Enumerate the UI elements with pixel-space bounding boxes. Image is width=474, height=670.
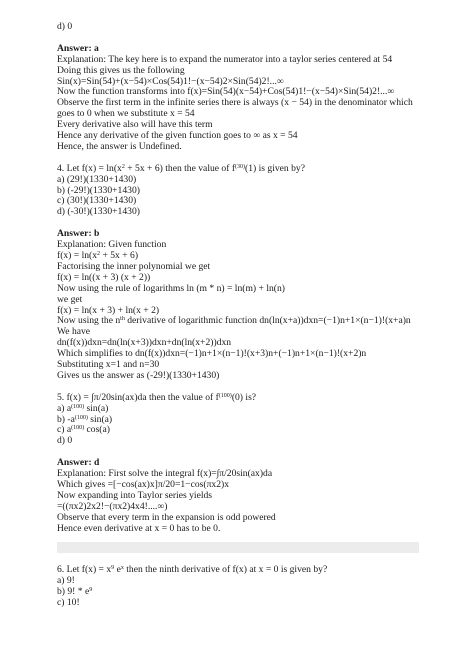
question-4	[57, 164, 467, 175]
a4-superscript: 2	[97, 250, 101, 257]
q6-text: b) 9! * e	[57, 586, 90, 597]
document-body	[57, 22, 467, 535]
q5-superscript: (100)	[71, 425, 85, 432]
q5-text: cos(a)	[84, 425, 110, 436]
q6-superscript: 9	[111, 565, 115, 571]
answer-4-line: Explanation: Given function	[57, 240, 167, 251]
answer-4-line: Which simplifies to dn(f(x))dxn=(−1)n+1×(n−1)!(x+3)n+(−1)n+1×(n−1)!(x+2)n	[57, 349, 367, 360]
answer-5-line: Which gives =[−cos(ax)x]π/20=1−cos(πx2)x	[57, 479, 229, 490]
answer-3-line: Sin(x)=Sin(54)+(x−54)×Cos(54)1!−(x−54)2×Sin(54)2!...∞	[57, 76, 284, 87]
q5-superscript: (100)	[71, 403, 85, 410]
answer-3-line: Explanation: The key here is to expand the numerator into a taylor series centered at 54	[57, 54, 393, 65]
q3-option-d: d) 0	[57, 22, 73, 32]
answer-4-line: f(x) = ln(x + 3) + ln(x + 2)	[57, 305, 160, 316]
q5-option-c	[57, 425, 467, 436]
document-body-continued	[57, 565, 467, 609]
answer-3-line: Hence, the answer is Undefined.	[57, 141, 182, 152]
q5-text: c) a	[57, 425, 72, 436]
answer-4-line: Factorising the inner polynomial we get	[57, 261, 211, 272]
q4-text: 4. Let f(x) = ln(x	[57, 163, 122, 174]
q5-superscript: (100)	[218, 392, 232, 399]
q5-text: sin(a)	[84, 403, 109, 414]
answer-4-line: we get	[57, 294, 83, 305]
a4-superscript: th	[120, 316, 125, 323]
section-separator	[57, 542, 419, 553]
answer-3-line: Now the function transforms into f(x)=Sin(54)(x−54)+Cos(54)1!−(x−54)×Sin(54)2!...∞	[57, 87, 395, 98]
answer-4-line: Substituting x=1 and n=30	[57, 360, 160, 371]
answer-3-line: Doing this gives us the following	[57, 65, 185, 76]
answer-5-line: Observe that every term in the expansion is odd powered	[57, 512, 276, 523]
q6-option-b	[57, 587, 467, 598]
answer-5-heading: Answer: d	[57, 458, 100, 469]
answer-4-line	[57, 251, 467, 262]
q4-text: (1) is given by?	[245, 163, 305, 174]
q6-option-c: c) 10!	[57, 597, 80, 608]
q6-text: 6. Let f(x) = x	[57, 565, 112, 575]
a4-text: derivative of logarithmic function dn(ln(x+a))dxn=(−1)n+1×(n−1)!(x+a)n	[124, 316, 411, 327]
question-5	[57, 393, 467, 404]
q6-text: then the ninth derivative of f(x) at x = 0 is given by?	[123, 565, 328, 575]
answer-3-line: goes to 0 when we substitute x = 54	[57, 109, 195, 120]
q5-text: 5. f(x) = ∫π/20sin(ax)da then the value of f	[57, 392, 219, 403]
answer-4-line: Now using the rule of logarithms ln (m * n) = ln(m) + ln(n)	[57, 283, 285, 294]
answer-3-line: Every derivative also will have this term	[57, 120, 213, 131]
answer-3-line: Observe the first term in the infinite series there is always (x − 54) in the denominator which	[57, 98, 413, 109]
q5-text: sin(a)	[87, 414, 113, 425]
q5-option-b	[57, 415, 467, 426]
q4-option-b: b) (-29!)(1330+1430)	[57, 185, 140, 196]
answer-5-line: =((πx2)2x2!−(πx2)4x4!....∞)	[57, 501, 168, 512]
answer-3-line: Hence any derivative of the given function goes to ∞ as x = 54	[57, 131, 298, 142]
q5-option-a	[57, 404, 467, 415]
a4-text: + 5x + 6)	[100, 250, 139, 261]
answer-4-line: We have	[57, 327, 91, 338]
answer-4-heading: Answer: b	[57, 229, 100, 240]
q5-text: b) -a	[57, 414, 75, 425]
q4-option-c: c) (30!)(1330+1430)	[57, 196, 137, 207]
q5-option-d: d) 0	[57, 436, 73, 447]
answer-5-line: Now expanding into Taylor series yields	[57, 490, 213, 501]
q6-option-a: a) 9!	[57, 575, 75, 586]
answer-4-line: f(x) = ln((x + 3) (x + 2))	[57, 272, 151, 283]
q5-text: (0) is?	[231, 392, 257, 403]
q4-option-d: d) (-30!)(1330+1430)	[57, 207, 140, 218]
q6-superscript: 9	[89, 586, 93, 593]
answer-4-line	[57, 316, 467, 327]
q6-superscript: x	[120, 565, 124, 571]
q5-text: a) a	[57, 403, 72, 414]
answer-5-line: Hence even derivative at x = 0 has to be 0.	[57, 523, 221, 534]
q4-superscript: (30)	[235, 163, 246, 170]
q4-option-a: a) (29!)(1330+1430)	[57, 174, 137, 185]
answer-5-line: Explanation: First solve the integral f(x)=∫π/20sin(ax)da	[57, 469, 273, 480]
q4-text: + 5x + 6) then the value of f	[124, 163, 236, 174]
question-6	[57, 565, 467, 576]
q6-text: e	[114, 565, 121, 575]
a4-text: Now using the n	[57, 316, 121, 327]
a4-text: f(x) = ln(x	[57, 250, 98, 261]
answer-4-line: Gives us the answer as (-29!)(1330+1430)	[57, 370, 220, 381]
answer-3-heading: Answer: a	[57, 43, 99, 54]
q4-superscript: 2	[121, 163, 125, 170]
q5-superscript: (100)	[74, 414, 88, 421]
answer-4-line: dn(f(x))dxn=dn(ln(x+3))dxn+dn(ln(x+2))dxn	[57, 338, 232, 349]
